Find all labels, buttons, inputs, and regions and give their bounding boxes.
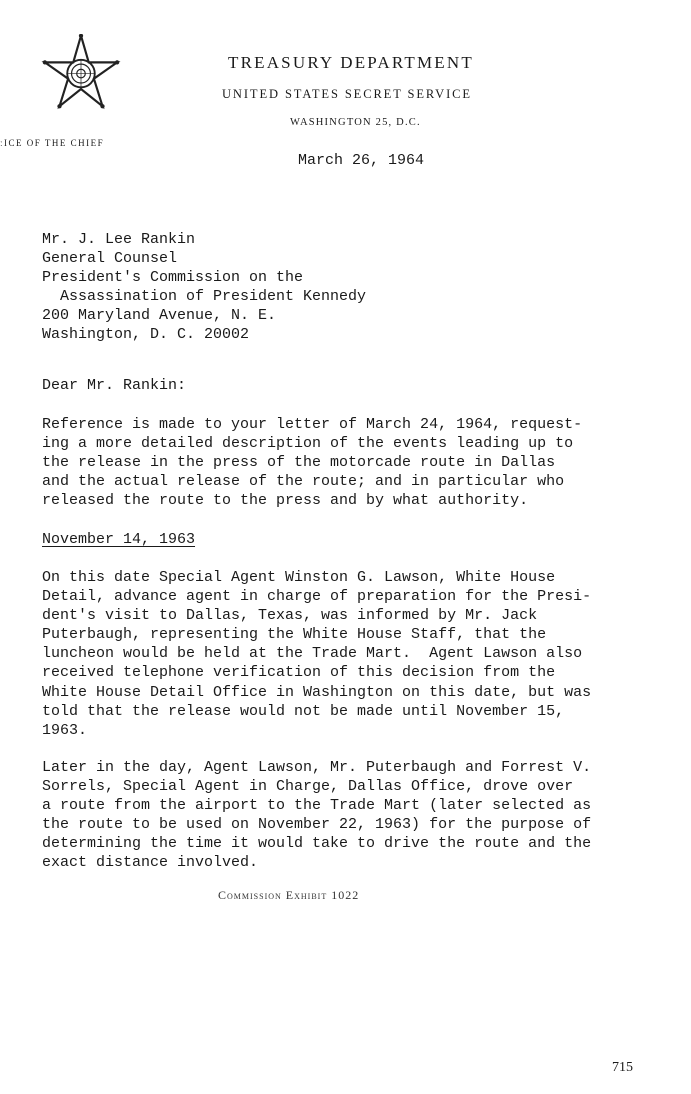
- recipient-name: Mr. J. Lee Rankin: [42, 231, 196, 248]
- recipient-organization-line1: President's Commission on the: [42, 269, 304, 287]
- section-date-heading: November 14, 1963: [42, 531, 196, 548]
- letterhead-city: WASHINGTON 25, D.C.: [290, 117, 421, 128]
- recipient-address: [42, 230, 366, 345]
- letterhead-office: ːICE OF THE CHIEF: [0, 138, 105, 148]
- recipient-organization-line2: Assassination of President Kennedy: [42, 288, 367, 306]
- salutation: Dear Mr. Rankin:: [42, 377, 187, 394]
- recipient-street: 200 Maryland Avenue, N. E.: [42, 307, 277, 325]
- letterhead-service: UNITED STATES SECRET SERVICE: [222, 87, 472, 101]
- page-number: 715: [612, 1060, 633, 1075]
- secret-service-star-seal-icon: [38, 34, 124, 120]
- body-paragraph-3: Later in the day, Agent Lawson, Mr. Puterbaugh and Forrest V. Sorrels, Special Agent in Charge, Dallas Office, drove over a route from the airport to the Trade Mart (later selected as the route to be used on November 22, 1963) for the purpose of determining the time it would take to drive the route and the exact distance involved.: [42, 759, 592, 872]
- body-paragraph-2: On this date Special Agent Winston G. Lawson, White House Detail, advance agent in charge of preparation for the Presi- dent's visit to Dallas, Texas, was informed by Mr. Jack Puterbaugh, representing the White House Staff, that the luncheon would be held at the Trade Mart. Agent Lawson also received telephone verification of this decision from the White House Detail Office in Washington on this date, but was told that the release would not be made until November 15, 1963.: [42, 569, 592, 739]
- body-paragraph-1: Reference is made to your letter of March 24, 1964, request- ing a more detailed description of the events leading up to the release in the press of the motorcade route in Dallas and the actual release of the route; and in particular who released the route to the press and by what authority.: [42, 416, 583, 510]
- recipient-city: Washington, D. C. 20002: [42, 326, 250, 344]
- letter-date: March 26, 1964: [298, 152, 425, 169]
- exhibit-label: Commission Exhibit 1022: [218, 888, 360, 902]
- letterhead-department: TREASURY DEPARTMENT: [228, 53, 474, 72]
- recipient-title: General Counsel: [42, 250, 178, 268]
